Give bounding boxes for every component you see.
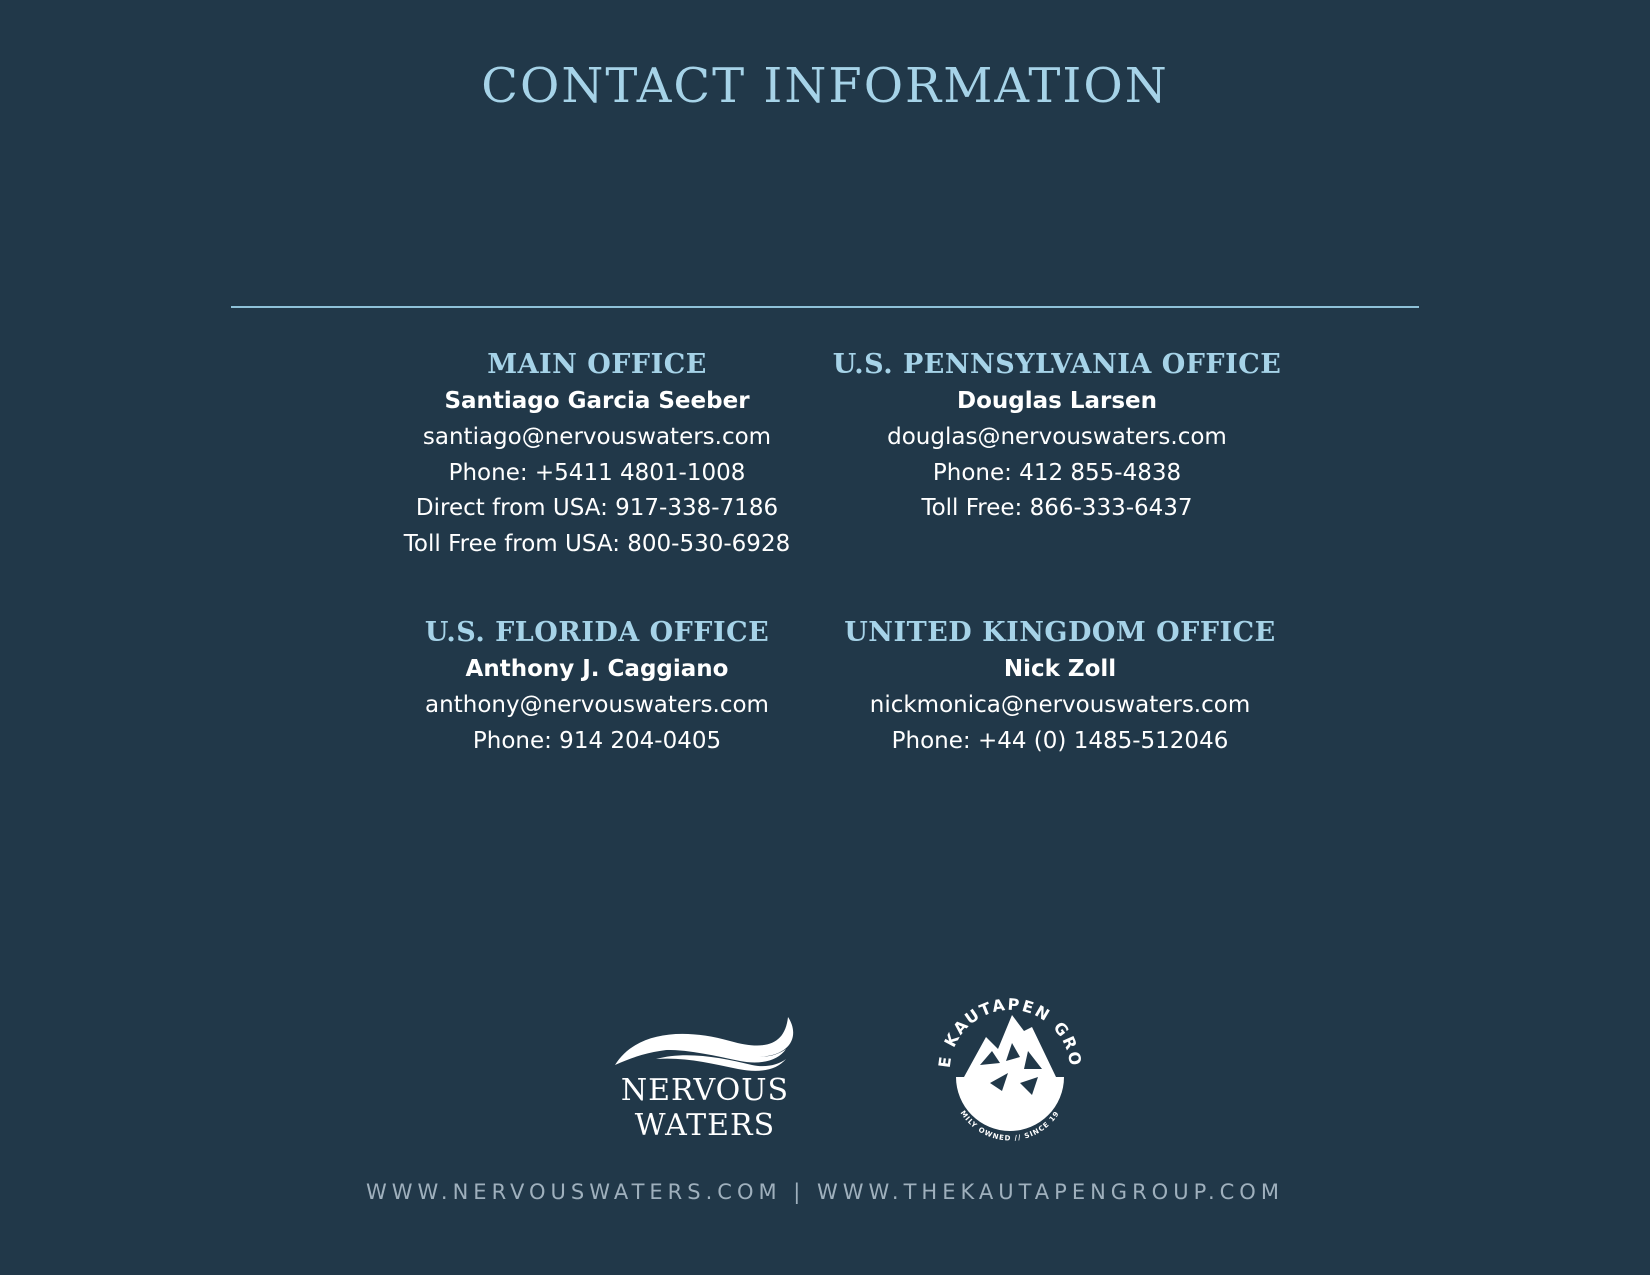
page-title: CONTACT INFORMATION	[481, 58, 1169, 114]
contact-email[interactable]: anthony@nervouswaters.com	[425, 692, 769, 718]
contact-name: Nick Zoll	[1003, 656, 1117, 682]
office-heading: UNITED KINGDOM OFFICE	[844, 617, 1276, 648]
office-main	[357, 347, 837, 562]
office-heading: U.S. PENNSYLVANIA OFFICE	[832, 349, 1282, 380]
contact-phone: Phone: +44 (0) 1485-512046	[891, 727, 1229, 754]
kautapen-group-logo	[920, 965, 1100, 1150]
office-heading: MAIN OFFICE	[487, 349, 707, 380]
contact-phone-toll-free: Toll Free from USA: 800-530-6928	[403, 530, 791, 557]
contact-name: Anthony J. Caggiano	[465, 656, 729, 682]
contact-name: Santiago Garcia Seeber	[444, 388, 750, 414]
nervous-waters-logo	[560, 1005, 860, 1143]
office-heading: U.S. FLORIDA OFFICE	[424, 617, 770, 648]
contact-phone-direct-usa: Direct from USA: 917-338-7186	[415, 495, 779, 521]
mountain-emblem-icon	[920, 965, 1100, 1150]
logo-wordmark: NERVOUS WATERS	[620, 1073, 790, 1143]
office-florida	[357, 615, 837, 759]
waves-icon	[560, 1005, 860, 1075]
contact-phone: Phone: 914 204-0405	[472, 727, 722, 754]
contact-email[interactable]: nickmonica@nervouswaters.com	[869, 692, 1251, 718]
contact-name: Douglas Larsen	[956, 388, 1157, 414]
contact-email[interactable]: douglas@nervouswaters.com	[887, 424, 1227, 450]
section-divider	[231, 306, 1419, 308]
contact-phone: Phone: +5411 4801-1008	[448, 459, 746, 486]
contact-phone: Phone: 412 855-4838	[932, 459, 1182, 486]
svg-text:THE KAUTAPEN GROUP: E KAUTAPEN GRO	[934, 994, 1086, 1069]
contact-email[interactable]: santiago@nervouswaters.com	[422, 424, 772, 450]
office-united-kingdom	[820, 615, 1300, 759]
footer-website-links[interactable]: WWW.NERVOUSWATERS.COM | WWW.THEKAUTAPENGROUP.COM	[366, 1180, 1284, 1204]
svg-text:FAMILY OWNED // SINCE 1984: MILY OWNED // SINCE 19	[958, 1109, 1062, 1143]
office-pennsylvania	[817, 347, 1297, 527]
contact-phone-toll-free: Toll Free: 866-333-6437	[921, 495, 1193, 521]
